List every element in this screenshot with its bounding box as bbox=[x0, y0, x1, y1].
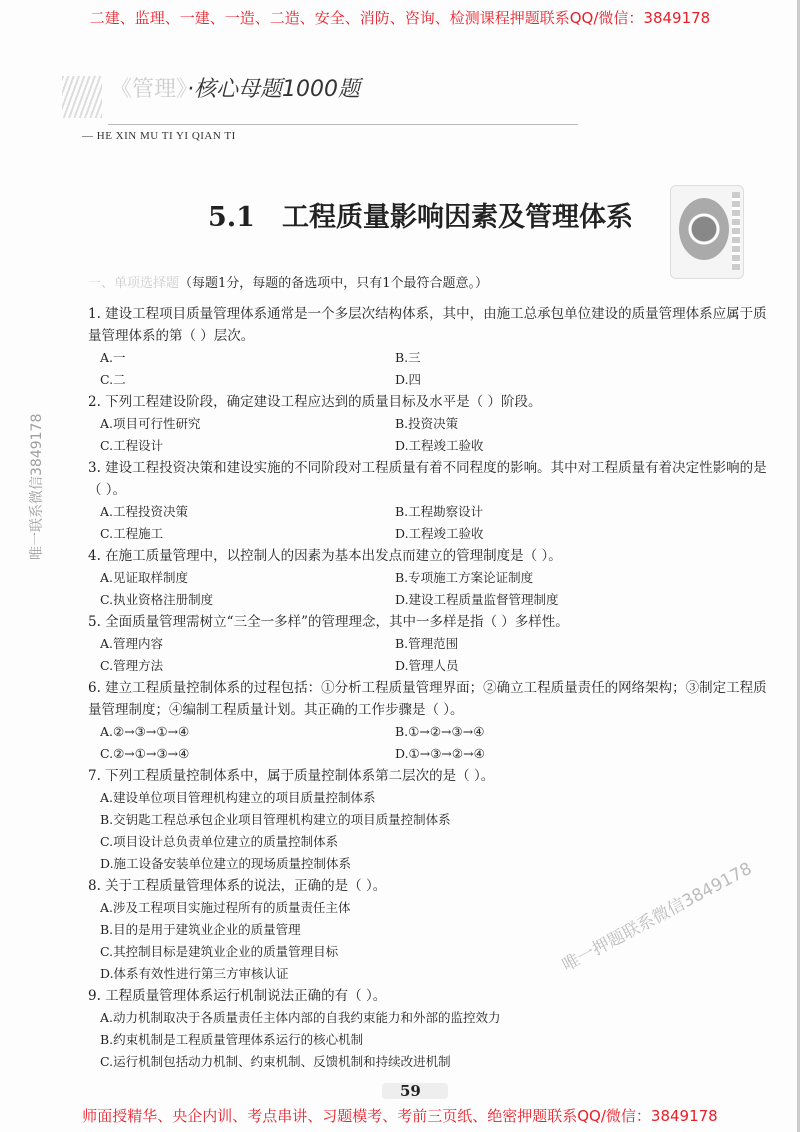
answer-option: A.建设单位项目管理机构建立的项目质量控制体系 bbox=[100, 790, 376, 805]
question-item bbox=[88, 303, 778, 391]
question-stem: 6. 建立工程质量控制体系的过程包括：①分析工程质量管理界面；②确立工程质量责任的网络架构；③制定工程质量管理制度；④编制工程质量计划。其正确的工作步骤是（ ）。 bbox=[88, 680, 767, 718]
book-name: 《管理》 bbox=[110, 77, 188, 102]
answer-option: A.一 bbox=[100, 350, 126, 365]
question-stem: 2. 下列工程建设阶段，确定建设工程应达到的质量目标及水平是（ ）阶段。 bbox=[88, 394, 542, 410]
question-list bbox=[88, 303, 778, 1073]
option-list bbox=[88, 787, 778, 875]
answer-option: D.建设工程质量监督管理制度 bbox=[395, 592, 559, 607]
instruction-text: （每题1分，每题的备选项中，只有1个最符合题意。） bbox=[179, 276, 489, 291]
question-item bbox=[88, 875, 778, 985]
answer-option: C.管理方法 bbox=[100, 658, 164, 673]
answer-option: B.管理范围 bbox=[395, 636, 459, 651]
answer-option: B.投资决策 bbox=[395, 416, 459, 431]
answer-option: D.四 bbox=[395, 372, 422, 387]
answer-option: C.项目设计总负责单位建立的质量控制体系 bbox=[100, 834, 339, 849]
answer-option: C.二 bbox=[100, 372, 126, 387]
option-list bbox=[88, 721, 778, 765]
option-list bbox=[88, 347, 778, 391]
page-number: 59 bbox=[400, 1082, 421, 1100]
answer-option: C.工程设计 bbox=[100, 438, 164, 453]
watermark-left: 唯一联系微信3849178 bbox=[29, 413, 45, 560]
option-list bbox=[88, 501, 778, 545]
section-title: 5.1 工程质量影响因素及管理体系 bbox=[208, 202, 633, 233]
option-list bbox=[88, 1007, 778, 1073]
top-ad-banner: 二建、监理、一建、一造、二造、安全、消防、咨询、检测课程押题联系QQ/微信：3849178 bbox=[89, 9, 711, 27]
answer-option: B.①→②→③→④ bbox=[395, 724, 485, 739]
answer-option: A.涉及工程项目实施过程所有的质量责任主体 bbox=[100, 900, 351, 915]
answer-option: D.管理人员 bbox=[395, 658, 459, 673]
question-item bbox=[88, 765, 778, 875]
question-item bbox=[88, 545, 778, 611]
bottom-ad-banner: 师面授精华、央企内训、考点串讲、习题模考、考前三页纸、绝密押题联系QQ/微信：3849178 bbox=[82, 1107, 718, 1125]
watermark-center: 唯一押题联系微信3849178 bbox=[559, 858, 756, 976]
answer-option: B.工程勘察设计 bbox=[395, 504, 484, 519]
answer-option: D.工程竣工验收 bbox=[395, 438, 484, 453]
question-stem: 1. 建设工程项目质量管理体系通常是一个多层次结构体系，其中，由施工总承包单位建设的质量管理体系应属于质量管理体系的第（ ）层次。 bbox=[88, 306, 767, 344]
answer-option: B.专项施工方案论证制度 bbox=[395, 570, 534, 585]
header-rule bbox=[108, 124, 578, 125]
qr-side-strip bbox=[732, 192, 740, 270]
question-item bbox=[88, 985, 778, 1073]
running-header-title bbox=[110, 72, 360, 103]
question-stem: 8. 关于工程质量管理体系的说法，正确的是（ ）。 bbox=[88, 878, 387, 894]
question-item bbox=[88, 611, 778, 677]
answer-option: B.目的是用于建筑业企业的质量管理 bbox=[100, 922, 301, 937]
answer-option: A.工程投资决策 bbox=[100, 504, 189, 519]
answer-option: D.体系有效性进行第三方审核认证 bbox=[100, 966, 289, 981]
option-list bbox=[88, 567, 778, 611]
answer-option: C.②→①→③→④ bbox=[100, 746, 190, 761]
option-list bbox=[88, 633, 778, 677]
answer-option: B.约束机制是工程质量管理体系运行的核心机制 bbox=[100, 1032, 364, 1047]
answer-option: C.执业资格注册制度 bbox=[100, 592, 214, 607]
answer-option: C.运行机制包括动力机制、约束机制、反馈机制和持续改进机制 bbox=[100, 1054, 451, 1069]
answer-option: C.其控制目标是建筑业企业的质量管理目标 bbox=[100, 944, 339, 959]
question-stem: 9. 工程质量管理体系运行机制说法正确的有（ ）。 bbox=[88, 988, 387, 1004]
answer-option: A.见证取样制度 bbox=[100, 570, 189, 585]
book-title: ·核心母题1000题 bbox=[187, 77, 360, 102]
question-stem: 4. 在施工质量管理中，以控制人的因素为基本出发点而建立的管理制度是（ ）。 bbox=[88, 548, 562, 564]
answer-option: A.动力机制取决于各质量责任主体内部的自我约束能力和外部的监控效力 bbox=[100, 1010, 501, 1025]
running-header-subtitle: — HE XIN MU TI YI QIAN TI bbox=[82, 130, 236, 142]
answer-option: A.管理内容 bbox=[100, 636, 164, 651]
answer-option: A.②→③→①→④ bbox=[100, 724, 190, 739]
question-item bbox=[88, 677, 778, 765]
question-item bbox=[88, 457, 778, 545]
section-instruction bbox=[88, 272, 488, 291]
answer-option: B.交钥匙工程总承包企业项目管理机构建立的项目质量控制体系 bbox=[100, 812, 451, 827]
answer-option: A.项目可行性研究 bbox=[100, 416, 201, 431]
answer-option: D.①→③→②→④ bbox=[395, 746, 485, 761]
answer-option: D.施工设备安装单位建立的现场质量控制体系 bbox=[100, 856, 352, 871]
qr-code-pattern bbox=[679, 198, 729, 260]
section-label: 一、单项选择题 bbox=[88, 276, 180, 291]
question-stem: 7. 下列工程质量控制体系中，属于质量控制体系第二层次的是（ ）。 bbox=[88, 768, 495, 784]
answer-option: B.三 bbox=[395, 350, 421, 365]
qr-code-image bbox=[670, 185, 744, 279]
header-decoration bbox=[62, 76, 102, 118]
option-list bbox=[88, 413, 778, 457]
answer-option: D.工程竣工验收 bbox=[395, 526, 484, 541]
question-item bbox=[88, 391, 778, 457]
question-stem: 5. 全面质量管理需树立“三全一多样”的管理理念，其中一多样是指（ ）多样性。 bbox=[88, 614, 569, 630]
question-stem: 3. 建设工程投资决策和建设实施的不同阶段对工程质量有着不同程度的影响。其中对工程质量有着决定性影响的是（ ）。 bbox=[88, 460, 767, 498]
answer-option: C.工程施工 bbox=[100, 526, 164, 541]
